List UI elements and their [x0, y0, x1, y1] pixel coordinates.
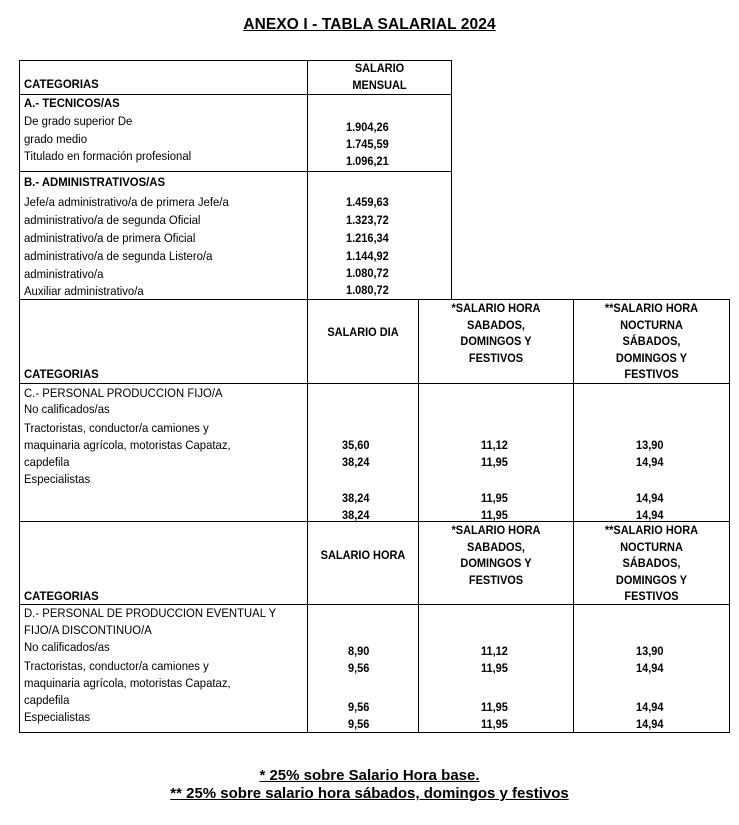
salario-hora-nocturna-value: 13,90	[636, 438, 664, 452]
category-line: maquinaria agrícola, motoristas Capataz,	[24, 676, 231, 690]
salario-dia-value: 38,24	[342, 455, 370, 469]
salary-value: 1.459,63	[346, 195, 389, 209]
footnote-1: * 25% sobre Salario Hora base.	[259, 767, 480, 784]
category-line: Jefe/a administrativo/a de primera Jefe/a	[24, 195, 229, 209]
category-line: Titulado en formación profesional	[24, 149, 192, 163]
category-line: No calificados/as	[24, 640, 110, 654]
category-line: administrativo/a de segunda Oficial	[24, 213, 201, 227]
salario-hora-value: 9,56	[348, 717, 370, 731]
salario-hora-nocturna-value: 14,94	[636, 508, 664, 522]
category-line: Especialistas	[24, 710, 91, 724]
category-line: Especialistas	[24, 472, 91, 486]
category-line: Tractoristas, conductor/a camiones y	[24, 659, 209, 673]
salario-hora-nocturna-value: 14,94	[636, 717, 664, 731]
header-salario-hora-sabados: *SALARIO HORA SABADOS, DOMINGOS Y FESTIVOS	[451, 523, 541, 587]
section-a-heading: A.- TECNICOS/AS	[24, 96, 120, 110]
salary-value: 1.080,72	[346, 266, 389, 280]
table-border	[729, 299, 730, 733]
header-salario-mensual: SALARIO MENSUAL	[352, 61, 407, 92]
category-line: Auxiliar administrativo/a	[24, 284, 144, 298]
salario-hora-nocturna-value: 13,90	[636, 644, 664, 658]
salary-value: 1.904,26	[346, 120, 389, 134]
section-d-heading: D.- PERSONAL DE PRODUCCION EVENTUAL Y	[24, 606, 277, 620]
table-border	[19, 299, 20, 733]
salario-hora-value: 9,56	[348, 661, 370, 675]
salario-dia-value: 38,24	[342, 508, 370, 522]
salary-value: 1.216,34	[346, 231, 389, 245]
category-line: capdefila	[24, 693, 70, 707]
salario-hora-nocturna-value: 14,94	[636, 661, 664, 675]
header-salario-hora-nocturna: **SALARIO HORA NOCTURNA SÁBADOS, DOMINGOS Y FESTIVOS	[604, 523, 699, 603]
header-salario-dia: SALARIO DIA	[327, 325, 399, 339]
salario-dia-value: 38,24	[342, 491, 370, 505]
salario-hora-value: 8,90	[348, 644, 370, 658]
header-salario-hora-sabados: *SALARIO HORA SABADOS, DOMINGOS Y FESTIVOS	[451, 301, 541, 365]
header-salario-hora: SALARIO HORA	[320, 548, 406, 562]
salario-hora-nocturna-value: 14,94	[636, 700, 664, 714]
category-line: grado medio	[24, 132, 88, 146]
footnote-2: ** 25% sobre salario hora sábados, domingos y festivos	[170, 785, 569, 802]
section-d-heading-cont: FIJO/A DISCONTINUO/A	[24, 623, 152, 637]
salary-value: 1.080,72	[346, 283, 389, 297]
salario-dia-value: 35,60	[342, 438, 370, 452]
header-salario-hora-nocturna: **SALARIO HORA NOCTURNA SÁBADOS, DOMINGOS Y FESTIVOS	[604, 301, 699, 381]
category-line: Tractoristas, conductor/a camiones y	[24, 421, 209, 435]
salario-hora-sabados-value: 11,95	[481, 700, 508, 714]
salario-hora-sabados-value: 11,12	[481, 644, 508, 658]
salario-hora-sabados-value: 11,95	[481, 717, 508, 731]
header-categorias: CATEGORIAS	[24, 77, 99, 91]
salary-value: 1.745,59	[346, 137, 389, 151]
section-c-heading: C.- PERSONAL PRODUCCION FIJO/A	[24, 386, 223, 400]
salario-hora-nocturna-value: 14,94	[636, 455, 664, 469]
salario-hora-value: 9,56	[348, 700, 370, 714]
category-line: capdefila	[24, 455, 70, 469]
column-divider	[418, 299, 419, 733]
row-divider	[19, 383, 730, 384]
column-divider	[307, 60, 308, 299]
category-line: administrativo/a	[24, 267, 104, 281]
row-divider	[19, 171, 452, 172]
column-divider	[573, 299, 574, 733]
table-border	[19, 732, 730, 733]
salario-hora-sabados-value: 11,95	[481, 491, 508, 505]
category-line: No calificados/as	[24, 402, 110, 416]
column-divider	[307, 299, 308, 733]
salario-hora-sabados-value: 11,95	[481, 508, 508, 522]
salario-hora-nocturna-value: 14,94	[636, 491, 664, 505]
salario-hora-sabados-value: 11,95	[481, 661, 508, 675]
document-title: ANEXO I - TABLA SALARIAL 2024	[243, 16, 496, 33]
table-border	[451, 60, 452, 299]
salario-hora-sabados-value: 11,95	[481, 455, 508, 469]
category-line: administrativo/a de primera Oficial	[24, 231, 196, 245]
header-categorias: CATEGORIAS	[24, 589, 99, 603]
category-line: De grado superior De	[24, 114, 133, 128]
section-b-heading: B.- ADMINISTRATIVOS/AS	[24, 175, 166, 189]
salario-hora-sabados-value: 11,12	[481, 438, 508, 452]
table-border	[19, 60, 20, 299]
salary-value: 1.323,72	[346, 213, 389, 227]
salary-value: 1.096,21	[346, 154, 389, 168]
category-line: maquinaria agrícola, motoristas Capataz,	[24, 438, 231, 452]
header-categorias: CATEGORIAS	[24, 367, 99, 381]
salary-value: 1.144,92	[346, 249, 389, 263]
category-line: administrativo/a de segunda Listero/a	[24, 249, 213, 263]
